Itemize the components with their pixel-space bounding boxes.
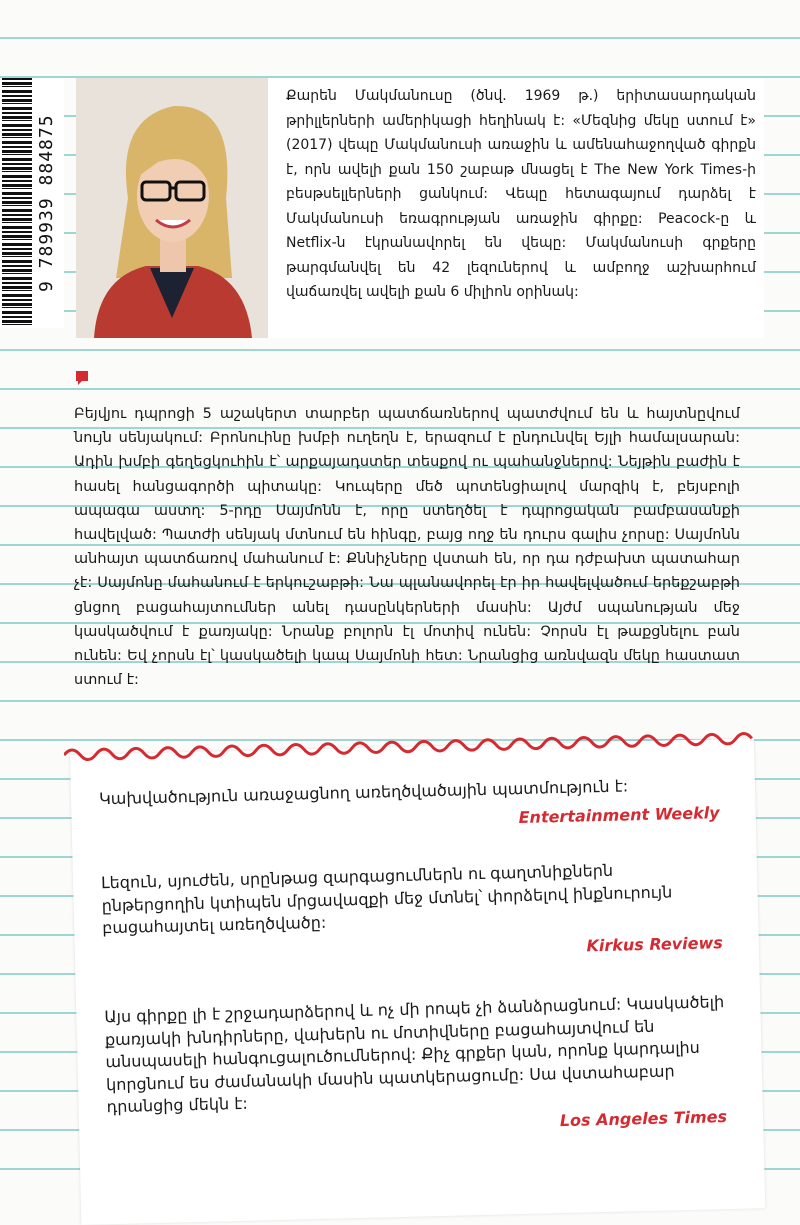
review-source: Los Angeles Times — [559, 1107, 728, 1131]
review-source: Kirkus Reviews — [586, 933, 724, 956]
author-bio: Քարեն Մակմանուսը (ծնվ. 1969 թ.) երիտասարդական թրիլլերների ամերիկացի հեղինակ է: «Մեզնից մեկը ստում է» (2017) վեպը Մակմանուսի առաջին և ամենահաջողված գիրքն է, որն ավելի քան 150 շաբաթ մնացել է The New York Times-ի բեսթսելլերների ցանկում: Վեպը հետագայում դարձել է Մակմանուսի եռագրության առաջին գիրքը: Peacock-ը և Netflix-ն էկրանավորել են վեպը: Մակմանուսի գրքերը թարգմանվել են 42 լեզուներով և ամբողջ աշխարհում վաճառվել ավելի քան 6 միլիոն օրինակ: — [286, 88, 756, 300]
torn-edge-wave — [64, 724, 754, 765]
review-quote: Լեզուն, սյուժեն, սրընթաց զարգացումներն ու գաղտնիքներն ընթերցողին կտիպեն մրցավազքի մեջ մտնել՝ փորձելով ինքնուրույն բացահայտել առեղծվածը: — [100, 860, 673, 938]
review-source: Entertainment Weekly — [518, 803, 720, 828]
review-quote: Այս գիրքը լի է շրջադարձերով և ոչ մի րոպե չի ձանձրացնում: Կասկածելի քառյակի խնդիրները, վախերն ու մոտիվները բացահայտվում են անսպասելի հանգուցալուծումներով: Քիչ գրքեր կան, որոնք կարդալիս կորցնում ես ժամանակի մասին պատկերացումը: Սա վստահաբար դրանցից մեկն է: — [104, 992, 725, 1117]
reviews-paper — [70, 738, 765, 1225]
isbn-barcode — [0, 78, 64, 328]
author-portrait — [76, 78, 268, 338]
barcode-bars — [2, 78, 32, 328]
review-quote: Կախվածություն առաջացնող առեղծվածային պատմություն է: — [98, 776, 629, 809]
barcode-digits: 9 789939 884875 — [36, 114, 57, 292]
speech-bubble-icon — [74, 370, 90, 386]
book-synopsis: Բեյվյու դպրոցի 5 աշակերտ տարբեր պատճառներով պատժվում են և հայտնըվում նույն սենյակում: Բրոնուինը խմբի ուղեղն է, երազում է ընդունվել Եյլի համալսարան: Ադին խմբի գեղեցկուհին է՝ արքայադստեր տեսքով ու պահանջներով: Նեյթին բաժին է հասել հանցագործի պիտակը: Կուպերը մեծ պոտենցիալով մարզիկ է, բեյսբոլի ապագա աստղ: 5-րդը Սայմոնն է, որը ստեղծել է դպրոցական բամբասանքի հավելված: Պատժի սենյակ մտնում են հինգը, բայց ողջ են դուրս գալիս չորսը: Սայմոնն անհայտ պատճառով մահանում է: Քննիչները վստահ են, որ դա դժբախտ պատահար չէ: Սայմոնը մահանում է երկուշաբթի: Նա պլանավորել էր իր հավելվածում երեքշաբթի ցնցող բացահայտումներ անել դասընկերների մասին: Այժմ սպանության մեջ կասկածվում է քառյակը: Նրանք բոլորն էլ մոտիվ ունեն: Չորսն էլ թաքցնելու բան ունեն: Եվ չորսն էլ՝ կասկածելի կապ Սայմոնի հետ: Նրանցից առնվազն մեկը հաստատ ստում է: — [74, 406, 740, 689]
